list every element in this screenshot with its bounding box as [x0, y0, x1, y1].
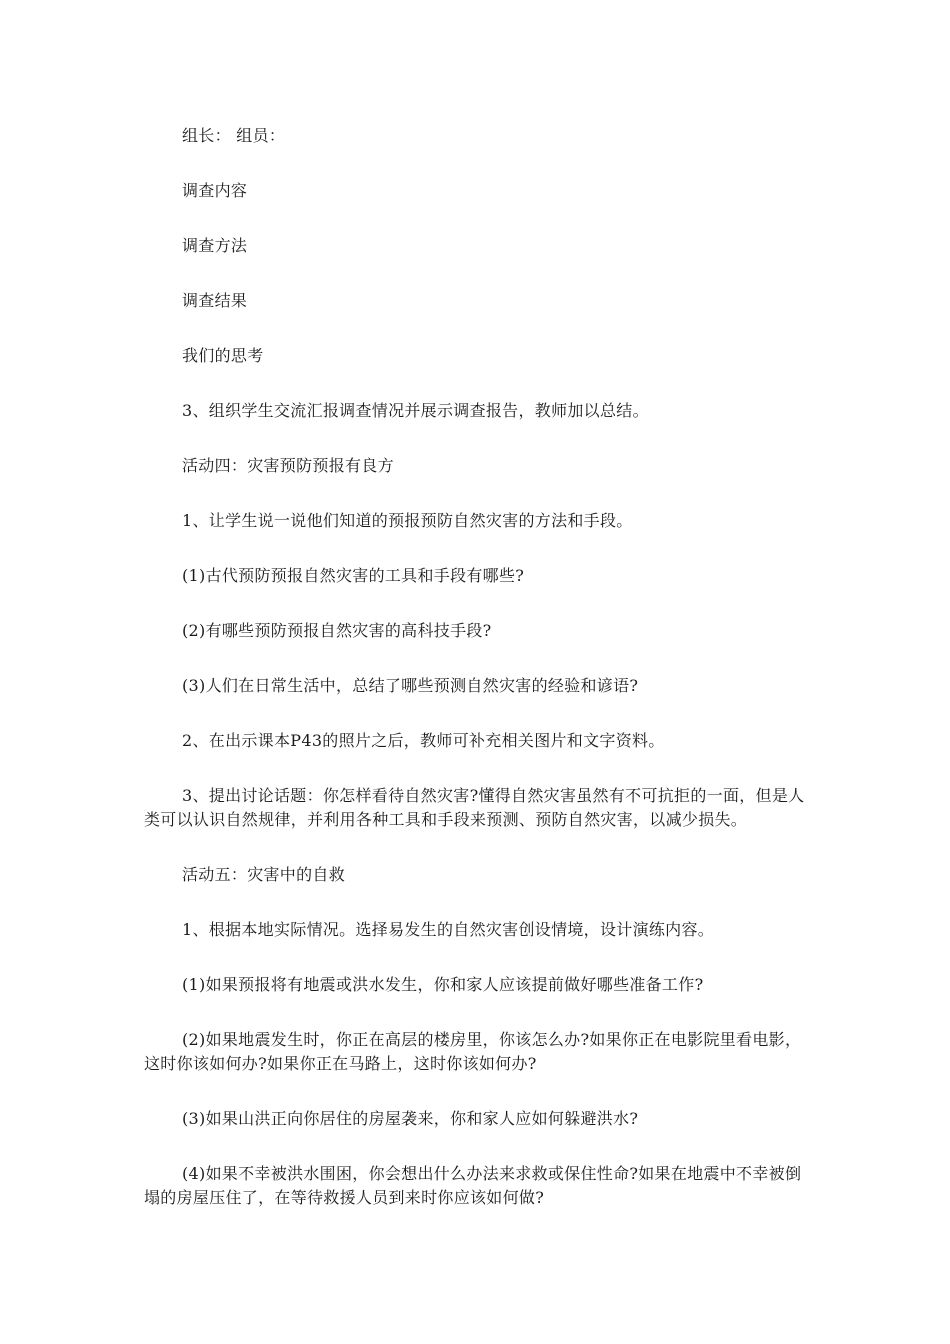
our-thoughts-label: 我们的思考: [182, 346, 264, 365]
question-preparation: (1)如果预报将有地震或洪水发生，你和家人应该提前做好哪些准备工作?: [182, 975, 704, 994]
question-flash-flood: (3)如果山洪正向你居住的房屋袭来，你和家人应如何躲避洪水?: [182, 1109, 639, 1128]
paragraph-drill-design: 1、根据本地实际情况。选择易发生的自然灾害创设情境，设计演练内容。: [182, 920, 715, 939]
survey-content-label: 调查内容: [182, 181, 248, 200]
activity-five-heading: 活动五：灾害中的自救: [182, 865, 346, 884]
survey-result-label: 调查结果: [182, 291, 248, 310]
activity-four-heading: 活动四：灾害预防预报有良方: [182, 456, 394, 475]
paragraph-methods: 1、让学生说一说他们知道的预报预防自然灾害的方法和手段。: [182, 511, 633, 530]
question-trapped: (4)如果不幸被洪水围困，你会想出什么办法来求救或保住性命?如果在地震中不幸被倒塌的房屋压住了，在等待救援人员到来时你应该如何做?: [144, 1164, 802, 1207]
paragraph-report-summary: 3、组织学生交流汇报调查情况并展示调查报告，教师加以总结。: [182, 401, 649, 420]
survey-method-label: 调查方法: [182, 236, 248, 255]
question-ancient-tools: (1)古代预防预报自然灾害的工具和手段有哪些?: [182, 566, 525, 585]
paragraph-discussion-topic: 3、提出讨论话题：你怎样看待自然灾害?懂得自然灾害虽然有不可抗拒的一面，但是人类可以认识自然规律，并利用各种工具和手段来预测、预防自然灾害，以减少损失。: [144, 786, 805, 829]
question-hightech: (2)有哪些预防预报自然灾害的高科技手段?: [182, 621, 492, 640]
paragraph-textbook-photos: 2、在出示课本P43的照片之后，教师可补充相关图片和文字资料。: [182, 731, 665, 750]
question-proverbs: (3)人们在日常生活中，总结了哪些预测自然灾害的经验和谚语?: [182, 676, 639, 695]
question-earthquake: (2)如果地震发生时，你正在高层的楼房里，你该怎么办?如果你正在电影院里看电影，这时你该如何办?如果你正在马路上，这时你该如何办?: [144, 1030, 802, 1073]
team-roles-line: 组长： 组员：: [182, 126, 286, 145]
